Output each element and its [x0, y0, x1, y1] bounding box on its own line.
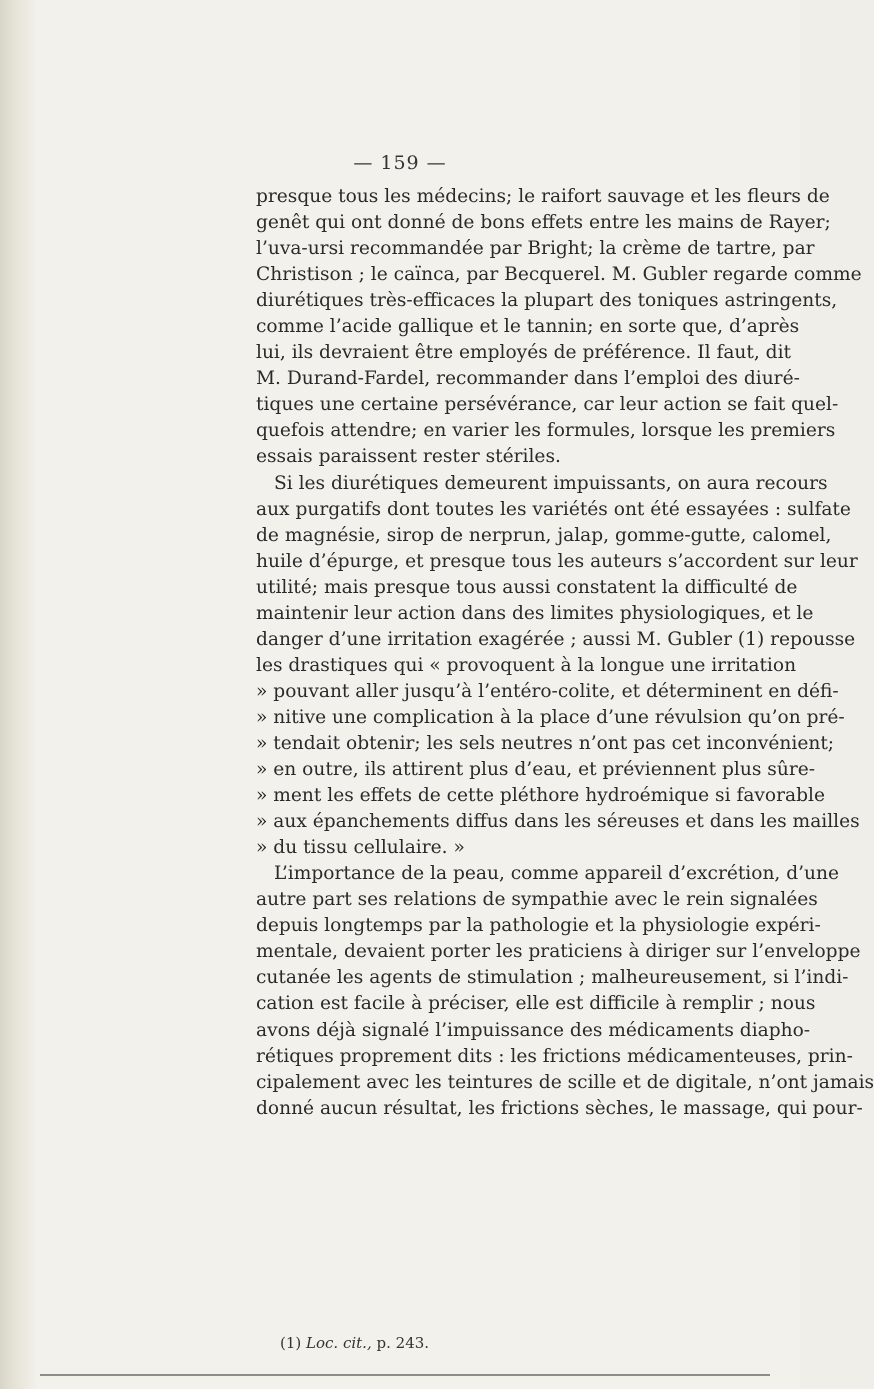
text-line: danger d’une irritation exagérée ; aussi M. Gubler (1) repousse: [256, 628, 856, 650]
footnote-page: p. 243.: [376, 1334, 430, 1352]
text-line: L’importance de la peau, comme appareil d’excrétion, d’une: [274, 863, 840, 885]
text-line: maintenir leur action dans des limites physiologiques, et le: [256, 602, 814, 624]
text-line: presque tous les médecins; le raifort sauvage et les fleurs de: [256, 186, 830, 207]
text-line: » nitive une complication à la place d’une révulsion qu’on pré-: [256, 706, 845, 728]
text-line: les drastiques qui « provoquent à la longue une irritation: [256, 654, 797, 676]
text-line: autre part ses relations de sympathie avec le rein signalées: [256, 889, 818, 911]
text-line: de magnésie, sirop de nerprun, jalap, gomme-gutte, calomel,: [256, 524, 832, 546]
text-line: quefois attendre; en varier les formules, lorsque les premiers: [256, 420, 836, 442]
page-number: — 159 —: [353, 152, 447, 174]
text-line: » ment les effets de cette pléthore hydroémique si favorable: [256, 785, 825, 807]
text-line: utilité; mais presque tous aussi constatent la difficulté de: [256, 576, 798, 598]
text-line: donné aucun résultat, les frictions sèches, le massage, qui pour-: [256, 1097, 863, 1119]
text-line: tiques une certaine persévérance, car leur action se fait quel-: [256, 394, 839, 416]
page-edge-shadow: [0, 0, 38, 1389]
text-line: genêt qui ont donné de bons effets entre les mains de Rayer;: [256, 212, 831, 234]
text-line: essais paraissent rester stériles.: [256, 446, 561, 468]
text-line: » tendait obtenir; les sels neutres n’ont pas cet inconvénient;: [256, 732, 835, 754]
text-line: M. Durand-Fardel, recommander dans l’emploi des diuré-: [256, 368, 800, 390]
text-line: cipalement avec les teintures de scille et de digitale, n’ont jamais: [256, 1071, 874, 1093]
text-line: huile d’épurge, et presque tous les auteurs s’accordent sur leur: [256, 550, 858, 572]
text-line: Si les diurétiques demeurent impuissants, on aura recours: [274, 472, 828, 494]
text-line: l’uva-ursi recommandée par Bright; la crème de tartre, par: [256, 238, 815, 260]
text-line: lui, ils devraient être employés de préférence. Il faut, dit: [256, 342, 792, 364]
text-line: diurétiques très-efficaces la plupart des toniques astringents,: [256, 290, 838, 312]
text-line: mentale, devaient porter les praticiens à diriger sur l’enveloppe: [256, 941, 861, 963]
footnote-reference: Loc. cit.,: [306, 1334, 372, 1352]
text-line: » en outre, ils attirent plus d’eau, et préviennent plus sûre-: [256, 759, 815, 781]
text-line: avons déjà signalé l’impuissance des médicaments diapho-: [256, 1019, 811, 1041]
text-line: depuis longtemps par la pathologie et la physiologie expéri-: [256, 915, 821, 937]
bottom-rule: [40, 1374, 770, 1376]
text-line: » pouvant aller jusqu’à l’entéro-colite, et déterminent en défi-: [256, 680, 839, 702]
footnote-marker: (1): [280, 1334, 302, 1352]
text-line: cation est facile à préciser, elle est difficile à remplir ; nous: [256, 993, 816, 1015]
text-line: comme l’acide gallique et le tannin; en sorte que, d’après: [256, 316, 800, 338]
footnote: [280, 1334, 429, 1352]
body-text: [256, 184, 874, 1122]
text-line: rétiques proprement dits : les frictions médicamenteuses, prin-: [256, 1045, 853, 1067]
text-line: » aux épanchements diffus dans les séreuses et dans les mailles: [256, 811, 860, 833]
text-line: » du tissu cellulaire. »: [256, 837, 465, 859]
text-line: cutanée les agents de stimulation ; malheureusement, si l’indi-: [256, 967, 849, 989]
text-line: Christison ; le caïnca, par Becquerel. M. Gubler regarde comme: [256, 264, 862, 286]
text-line: aux purgatifs dont toutes les variétés ont été essayées : sulfate: [256, 498, 851, 520]
